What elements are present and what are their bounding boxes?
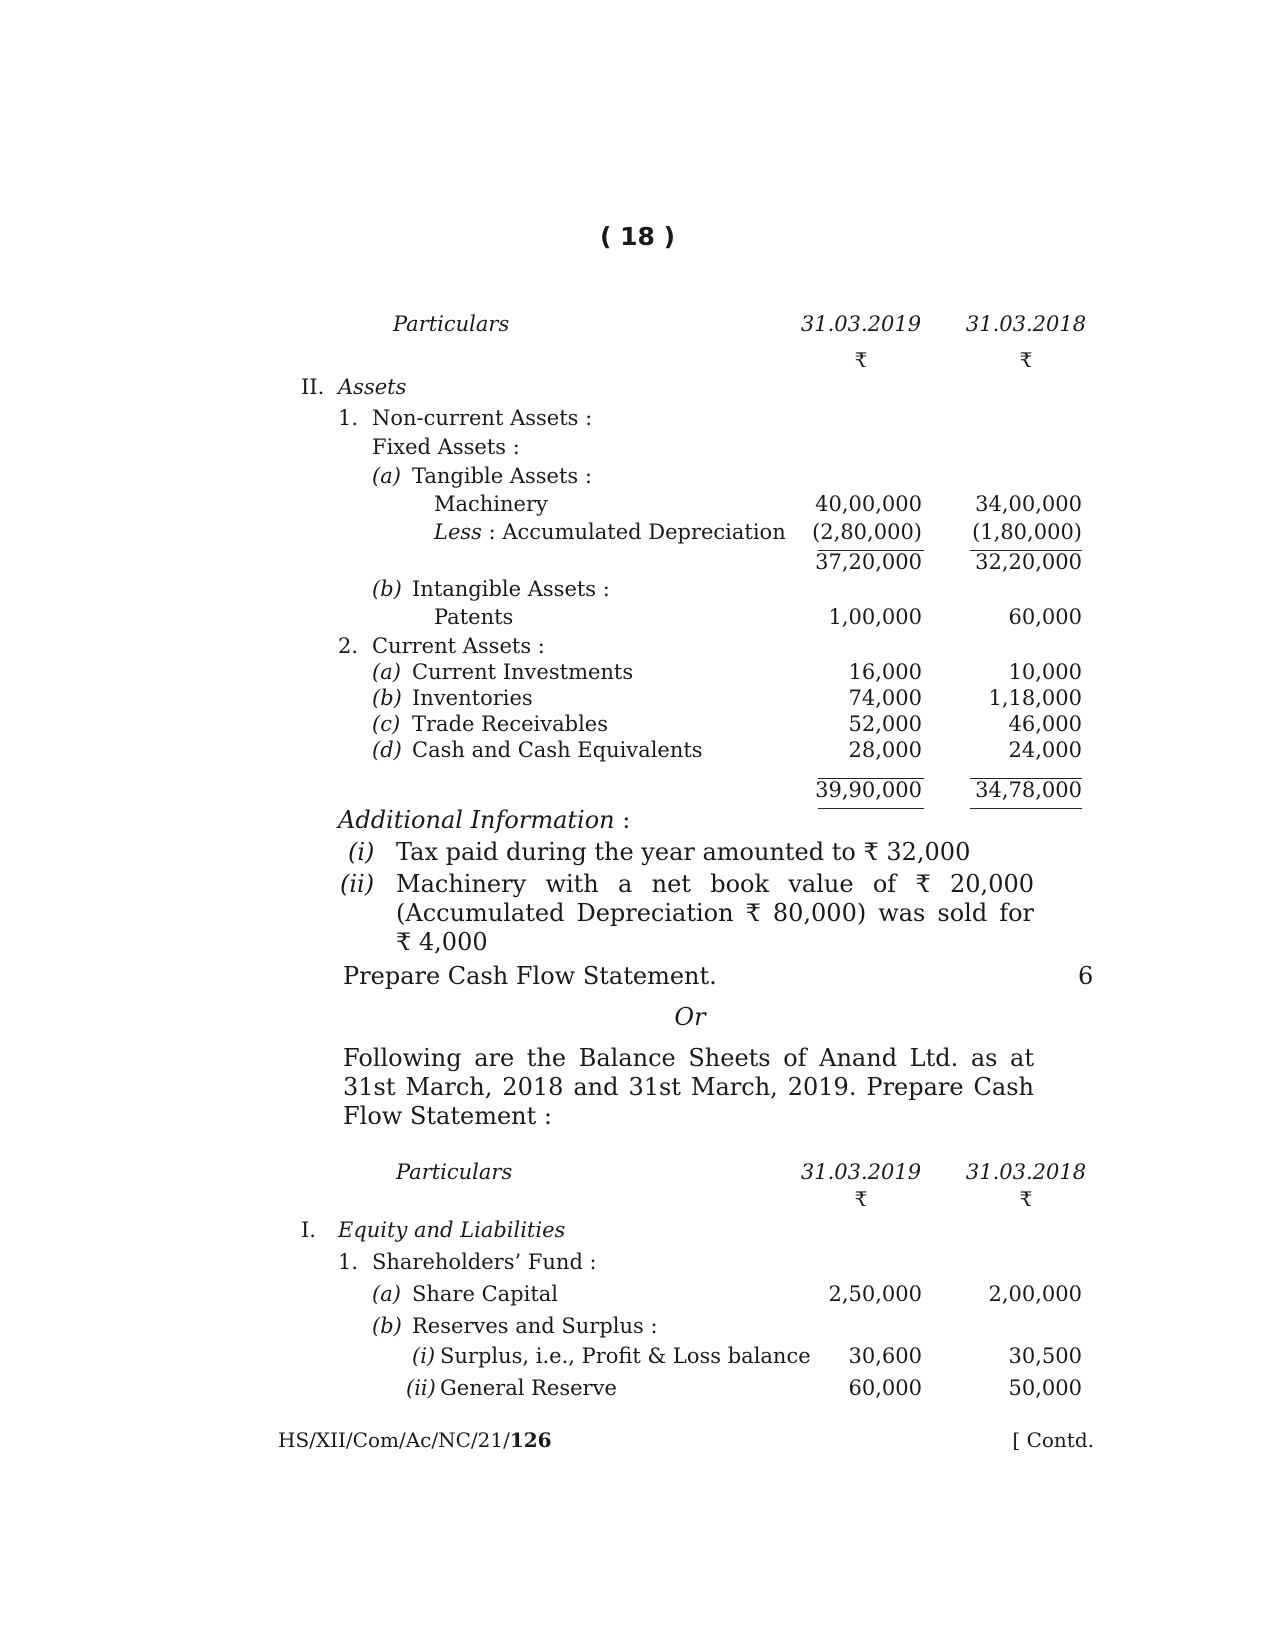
depreciation-2019: (2,80,000) xyxy=(812,520,922,544)
reserves-surplus-label: Reserves and Surplus : xyxy=(412,1314,658,1338)
machinery-2018: 34,00,000 xyxy=(975,492,1082,516)
item-letter: (a) xyxy=(372,464,401,488)
inventories-label: Inventories xyxy=(412,686,533,710)
machinery-label: Machinery xyxy=(434,492,548,516)
inventories-2018: 1,18,000 xyxy=(988,686,1082,710)
info-tax-paid: Tax paid during the year amounted to ₹ 32,000 xyxy=(396,838,971,866)
section-title: Assets xyxy=(338,375,407,399)
item-number: 1. xyxy=(338,406,359,430)
additional-info-heading: Additional Information : xyxy=(338,806,631,834)
info-machinery-line3: ₹ 4,000 xyxy=(396,928,488,956)
item-letter: (a) xyxy=(372,1282,401,1306)
surplus-2018: 30,500 xyxy=(1008,1344,1082,1368)
cash-equivalents-2018: 24,000 xyxy=(1008,738,1082,762)
cash-equivalents-label: Cash and Cash Equivalents xyxy=(412,738,703,762)
tangible-assets-label: Tangible Assets : xyxy=(412,464,592,488)
info-number: (ii) xyxy=(340,870,375,898)
fixed-assets-label: Fixed Assets : xyxy=(372,435,520,459)
depreciation-2018: (1,80,000) xyxy=(972,520,1082,544)
marks: 6 xyxy=(1078,962,1094,990)
info-number: (i) xyxy=(348,838,375,866)
trade-receivables-label: Trade Receivables xyxy=(412,712,609,736)
info-machinery-line2: (Accumulated Depreciation ₹ 80,000) was sold for xyxy=(396,899,1034,927)
currency-symbol: ₹ xyxy=(1019,348,1033,372)
continued-marker: [ Contd. xyxy=(1012,1428,1094,1452)
machinery-2019: 40,00,000 xyxy=(815,492,922,516)
general-reserve-label: General Reserve xyxy=(440,1376,617,1400)
share-capital-2019: 2,50,000 xyxy=(828,1282,922,1306)
section-title: Equity and Liabilities xyxy=(338,1218,566,1242)
alt-question-line1: Following are the Balance Sheets of Anand Ltd. as at xyxy=(343,1044,1034,1072)
noncurrent-assets-label: Non-current Assets : xyxy=(372,406,593,430)
currency-symbol: ₹ xyxy=(854,348,868,372)
header-col-2019: 31.03.2019 xyxy=(800,312,922,336)
grand-total-2018: 34,78,000 xyxy=(975,778,1082,802)
patents-2018: 60,000 xyxy=(1008,605,1082,629)
tangible-total-2019: 37,20,000 xyxy=(815,550,922,574)
prepare-instruction: Prepare Cash Flow Statement. xyxy=(343,962,717,990)
inventories-2019: 74,000 xyxy=(848,686,922,710)
header-col-2018: 31.03.2018 xyxy=(965,312,1087,336)
currency-symbol: ₹ xyxy=(1019,1187,1033,1211)
sub-item-number: (i) xyxy=(412,1344,436,1368)
general-reserve-2019: 60,000 xyxy=(848,1376,922,1400)
patents-label: Patents xyxy=(434,605,514,629)
current-investments-2019: 16,000 xyxy=(848,660,922,684)
item-letter: (d) xyxy=(372,738,402,762)
header-particulars: Particulars xyxy=(396,1160,513,1184)
item-letter: (b) xyxy=(372,1314,402,1338)
current-investments-2018: 10,000 xyxy=(1008,660,1082,684)
tangible-total-2018: 32,20,000 xyxy=(975,550,1082,574)
intangible-assets-label: Intangible Assets : xyxy=(412,577,610,601)
alt-question-line2: 31st March, 2018 and 31st March, 2019. Prepare Cash xyxy=(343,1073,1034,1101)
trade-receivables-2019: 52,000 xyxy=(848,712,922,736)
section-number: II. xyxy=(301,375,325,399)
patents-2019: 1,00,000 xyxy=(828,605,922,629)
surplus-2019: 30,600 xyxy=(848,1344,922,1368)
header-particulars: Particulars xyxy=(393,312,510,336)
current-investments-label: Current Investments xyxy=(412,660,634,684)
item-letter: (c) xyxy=(372,712,401,736)
paper-code: HS/XII/Com/Ac/NC/21/126 xyxy=(278,1428,552,1452)
general-reserve-2018: 50,000 xyxy=(1008,1376,1082,1400)
surplus-label: Surplus, i.e., Profit & Loss balance xyxy=(440,1344,811,1368)
item-number: 2. xyxy=(338,634,359,658)
item-letter: (b) xyxy=(372,577,402,601)
alt-question-line3: Flow Statement : xyxy=(343,1102,552,1130)
header-col-2018: 31.03.2018 xyxy=(965,1160,1087,1184)
share-capital-2018: 2,00,000 xyxy=(988,1282,1082,1306)
item-number: 1. xyxy=(338,1250,359,1274)
section-number: I. xyxy=(301,1218,316,1242)
sub-item-number: (ii) xyxy=(406,1376,436,1400)
page-number: ( 18 ) xyxy=(599,222,676,251)
trade-receivables-2018: 46,000 xyxy=(1008,712,1082,736)
or-separator: Or xyxy=(674,1003,706,1031)
total-rule-bottom xyxy=(970,808,1082,809)
cash-equivalents-2019: 28,000 xyxy=(848,738,922,762)
header-col-2019: 31.03.2019 xyxy=(800,1160,922,1184)
share-capital-label: Share Capital xyxy=(412,1282,558,1306)
currency-symbol: ₹ xyxy=(854,1187,868,1211)
grand-total-2019: 39,90,000 xyxy=(815,778,922,802)
shareholders-fund-label: Shareholders’ Fund : xyxy=(372,1250,597,1274)
info-machinery-line1: Machinery with a net book value of ₹ 20,000 xyxy=(396,870,1034,898)
item-letter: (a) xyxy=(372,660,401,684)
item-letter: (b) xyxy=(372,686,402,710)
total-rule-bottom xyxy=(818,808,924,809)
current-assets-label: Current Assets : xyxy=(372,634,545,658)
accumulated-depreciation-label: Less : Accumulated Depreciation xyxy=(434,520,786,544)
